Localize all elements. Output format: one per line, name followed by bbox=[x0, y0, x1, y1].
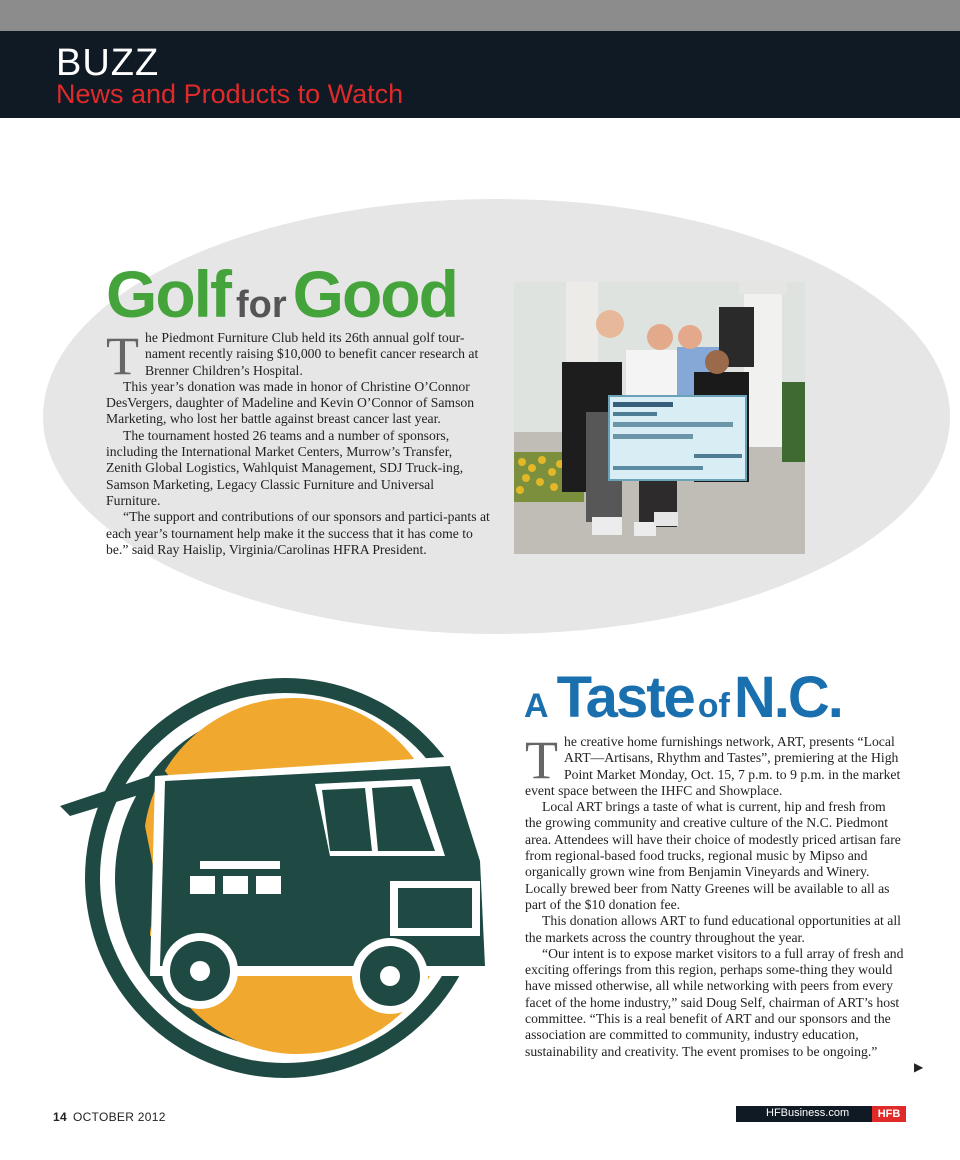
taste-headline-taste: Taste bbox=[556, 665, 694, 730]
taste-paragraph: This donation allows ART to fund educational opportunities at all the markets across the country throughout the year. bbox=[525, 913, 901, 945]
golf-paragraph: This year’s donation was made in honor of Christine O’Connor DesVergers, daughter of Madeline and Kevin O’Connor of Samson Marketing, who lost her battle against breast cancer last year. bbox=[106, 378, 475, 427]
top-strip bbox=[0, 0, 960, 31]
footer-branding bbox=[736, 1106, 906, 1122]
golf-headline-good: Good bbox=[292, 257, 457, 331]
section-tagline: News and Products to Watch bbox=[56, 79, 404, 109]
golf-paragraph: The Piedmont Furniture Club held its 26th annual golf tour-nament recently raising $10,000 to benefit cancer research at Brenner Children’s Hospital. bbox=[106, 326, 479, 386]
golf-check-photo bbox=[514, 282, 805, 554]
website-link[interactable]: HFBusiness.com bbox=[766, 1107, 850, 1119]
taste-article bbox=[525, 730, 905, 1060]
golf-paragraph: The tournament hosted 26 teams and a number of sponsors, including the International Market Centers, Murrow’s Transfer, Zenith Global Logistics, Wahlquist Management, SDJ Truck-ing, Samson Marketing, Legacy Classic Furniture and Universal Furniture. bbox=[106, 427, 464, 508]
food-truck-logo bbox=[60, 676, 510, 1081]
golf-headline-for: for bbox=[235, 284, 287, 326]
page-folio bbox=[53, 1110, 166, 1124]
golf-article bbox=[106, 326, 490, 558]
taste-headline-of: of bbox=[697, 687, 730, 725]
section-title: BUZZ bbox=[56, 42, 160, 84]
food-truck-icon bbox=[60, 676, 510, 1081]
issue-date: OCTOBER 2012 bbox=[72, 1110, 166, 1124]
golf-dropcap: T bbox=[106, 326, 139, 386]
taste-paragraph: The creative home furnishings network, ART, presents “Local ART—Artisans, Rhythm and Tastes”, premiering at the High Point Market Monday, Oct. 15, 7 p.m. to 9 p.m. in the market event space between the IHFC and Showplace. bbox=[525, 730, 901, 798]
section-header bbox=[0, 31, 960, 118]
taste-headline-nc: N.C. bbox=[733, 665, 842, 730]
taste-dropcap: T bbox=[525, 730, 558, 790]
page-number: 14 bbox=[53, 1110, 67, 1124]
golf-photo-illustration bbox=[514, 282, 805, 554]
hfb-logo: HFB bbox=[872, 1106, 906, 1122]
taste-headline-a: A bbox=[524, 687, 549, 725]
taste-paragraph: Local ART brings a taste of what is current, hip and fresh from the growing community and creative culture of the N.C. Piedmont area. Attendees will have their choice of modestly priced artisan fare from regional-based food trucks, regional music by Mipso and organically grown wine from Benjamin Vineyards and Winery. Locally brewed beer from Natty Greenes will be available to all as part of the $10 donation fee. bbox=[525, 799, 901, 912]
golf-headline-golf: Golf bbox=[106, 257, 230, 331]
taste-paragraph: “Our intent is to expose market visitors to a full array of fresh and exciting offerings from this region, perhaps some-thing they would have missed otherwise, all while networking with peers from every facet of the home industry,” said Doug Self, chairman of ART’s host committee. “This is a real benefit of ART and our sponsors and the association are committed to community, industry education, sustainability and creativity. The event promises to be ongoing.” bbox=[525, 945, 904, 1059]
golf-paragraph: “The support and contributions of our sponsors and partici-pants at each year’s tournament help make it the success that it has come to be.” said Ray Haislip, Virginia/Carolinas HFRA President. bbox=[106, 509, 490, 557]
continue-arrow-icon[interactable]: ▶ bbox=[914, 1060, 924, 1074]
taste-headline bbox=[524, 665, 842, 743]
